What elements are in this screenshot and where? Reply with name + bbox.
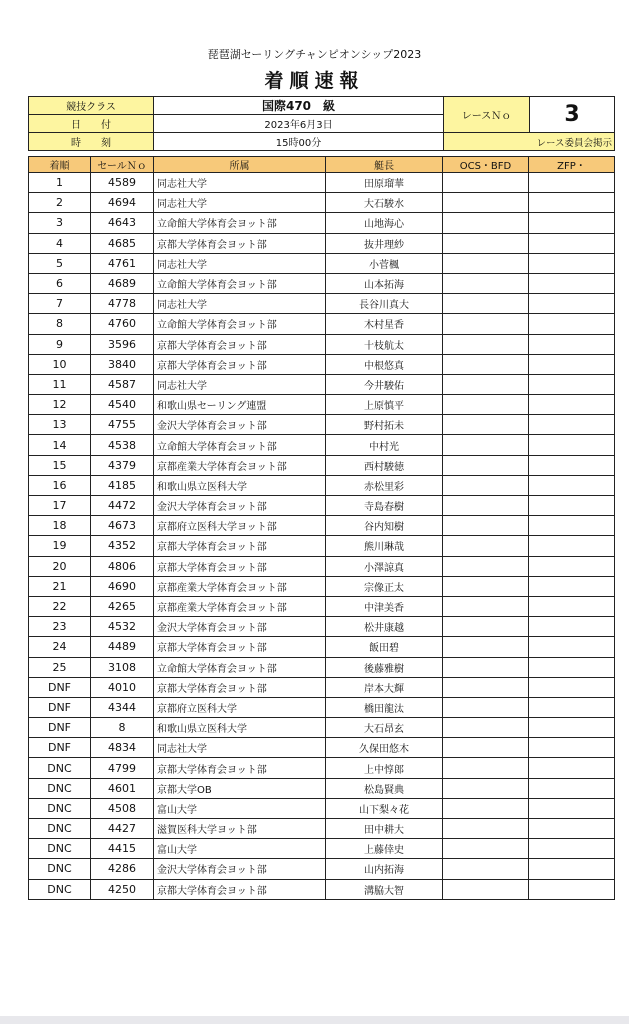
bottom-bar (0, 1016, 629, 1024)
results-table (28, 156, 615, 900)
rank-cell: 2 (29, 193, 91, 213)
rank-cell: 6 (29, 273, 91, 293)
skipper-cell: 中津美香 (326, 596, 443, 616)
rank-cell: 12 (29, 395, 91, 415)
skipper-cell: 赤松里彩 (326, 475, 443, 495)
table-row (29, 273, 615, 293)
skipper-cell: 中根悠真 (326, 354, 443, 374)
ocs-bfd-cell (443, 334, 529, 354)
sail-no-cell: 4643 (91, 213, 154, 233)
team-cell: 京都大学体育会ヨット部 (154, 354, 326, 374)
sail-no-cell: 4286 (91, 859, 154, 879)
sail-no-cell: 4760 (91, 314, 154, 334)
sail-no-cell: 4415 (91, 839, 154, 859)
team-cell: 京都大学体育会ヨット部 (154, 334, 326, 354)
zfp-cell (529, 395, 615, 415)
zfp-cell (529, 314, 615, 334)
ocs-bfd-cell (443, 637, 529, 657)
sail-no-cell: 4778 (91, 294, 154, 314)
table-row (29, 637, 615, 657)
ocs-bfd-cell (443, 576, 529, 596)
table-row (29, 475, 615, 495)
ocs-bfd-cell (443, 536, 529, 556)
zfp-cell (529, 738, 615, 758)
rank-cell: 11 (29, 374, 91, 394)
sail-no-cell: 3108 (91, 657, 154, 677)
sail-no-cell: 4589 (91, 173, 154, 193)
rank-cell: 20 (29, 556, 91, 576)
skipper-cell: 谷内知樹 (326, 516, 443, 536)
class-label: 競技クラス (29, 97, 154, 115)
race-info-table (28, 96, 615, 151)
table-row (29, 859, 615, 879)
zfp-cell (529, 213, 615, 233)
zfp-cell (529, 576, 615, 596)
skipper-cell: 宗像正太 (326, 576, 443, 596)
sail-no-cell: 4538 (91, 435, 154, 455)
zfp-cell (529, 596, 615, 616)
ocs-bfd-cell (443, 718, 529, 738)
skipper-cell: 小澤諒真 (326, 556, 443, 576)
rank-cell: 17 (29, 496, 91, 516)
page-title: 着順速報 (264, 70, 365, 92)
team-cell: 同志社大学 (154, 173, 326, 193)
sail-no-cell: 4344 (91, 697, 154, 717)
zfp-cell (529, 778, 615, 798)
ocs-bfd-cell (443, 435, 529, 455)
race-number: 3 (530, 97, 615, 133)
zfp-cell (529, 536, 615, 556)
header-ocs-bfd: OCS・BFD (443, 157, 529, 173)
sail-no-cell: 3596 (91, 334, 154, 354)
team-cell: 和歌山県立医科大学 (154, 718, 326, 738)
sail-no-cell: 4689 (91, 273, 154, 293)
sail-no-cell: 4690 (91, 576, 154, 596)
zfp-cell (529, 233, 615, 253)
zfp-cell (529, 819, 615, 839)
skipper-cell: 山本拓海 (326, 273, 443, 293)
zfp-cell (529, 253, 615, 273)
zfp-cell (529, 657, 615, 677)
zfp-cell (529, 637, 615, 657)
rank-cell: DNF (29, 697, 91, 717)
skipper-cell: 寺島春樹 (326, 496, 443, 516)
skipper-cell: 十枝航太 (326, 334, 443, 354)
skipper-cell: 久保田悠木 (326, 738, 443, 758)
sail-no-cell: 4806 (91, 556, 154, 576)
sail-no-cell: 4489 (91, 637, 154, 657)
team-cell: 京都産業大学体育会ヨット部 (154, 455, 326, 475)
table-row (29, 536, 615, 556)
header-team: 所属 (154, 157, 326, 173)
sail-no-cell: 8 (91, 718, 154, 738)
table-row (29, 839, 615, 859)
team-cell: 立命館大学体育会ヨット部 (154, 273, 326, 293)
skipper-cell: 上藤倖史 (326, 839, 443, 859)
ocs-bfd-cell (443, 273, 529, 293)
team-cell: 京都大学体育会ヨット部 (154, 536, 326, 556)
rank-cell: 13 (29, 415, 91, 435)
ocs-bfd-cell (443, 798, 529, 818)
sail-no-cell: 4601 (91, 778, 154, 798)
team-cell: 和歌山県セーリング連盟 (154, 395, 326, 415)
zfp-cell (529, 718, 615, 738)
ocs-bfd-cell (443, 213, 529, 233)
zfp-cell (529, 556, 615, 576)
table-row (29, 496, 615, 516)
table-row (29, 233, 615, 253)
rank-cell: 1 (29, 173, 91, 193)
table-row (29, 435, 615, 455)
skipper-cell: 田原瑠華 (326, 173, 443, 193)
sail-no-cell: 4427 (91, 819, 154, 839)
event-subtitle: 琵琶湖セーリングチャンピオンシップ2023 (207, 48, 422, 61)
skipper-cell: 西村駿徳 (326, 455, 443, 475)
class-value: 国際470 級 (154, 97, 444, 115)
team-cell: 京都府立医科大学ヨット部 (154, 516, 326, 536)
race-number-label: レースＮｏ (444, 97, 530, 133)
ocs-bfd-cell (443, 354, 529, 374)
table-row (29, 798, 615, 818)
table-row (29, 354, 615, 374)
team-cell: 金沢大学体育会ヨット部 (154, 617, 326, 637)
rank-cell: 15 (29, 455, 91, 475)
rank-cell: 9 (29, 334, 91, 354)
skipper-cell: 後藤雅樹 (326, 657, 443, 677)
ocs-bfd-cell (443, 415, 529, 435)
rank-cell: DNC (29, 819, 91, 839)
table-row (29, 819, 615, 839)
sail-no-cell: 4250 (91, 879, 154, 899)
skipper-cell: 今井駿佑 (326, 374, 443, 394)
team-cell: 富山大学 (154, 839, 326, 859)
table-row (29, 677, 615, 697)
zfp-cell (529, 798, 615, 818)
ocs-bfd-cell (443, 819, 529, 839)
team-cell: 立命館大学体育会ヨット部 (154, 657, 326, 677)
zfp-cell (529, 516, 615, 536)
ocs-bfd-cell (443, 617, 529, 637)
skipper-cell: 飯田碧 (326, 637, 443, 657)
sail-no-cell: 3840 (91, 354, 154, 374)
date-label: 日 付 (29, 115, 154, 133)
zfp-cell (529, 617, 615, 637)
team-cell: 京都大学体育会ヨット部 (154, 233, 326, 253)
sail-no-cell: 4685 (91, 233, 154, 253)
zfp-cell (529, 758, 615, 778)
rank-cell: DNC (29, 839, 91, 859)
ocs-bfd-cell (443, 233, 529, 253)
table-row (29, 697, 615, 717)
table-row (29, 556, 615, 576)
sail-no-cell: 4694 (91, 193, 154, 213)
table-row (29, 213, 615, 233)
sail-no-cell: 4379 (91, 455, 154, 475)
ocs-bfd-cell (443, 697, 529, 717)
zfp-cell (529, 475, 615, 495)
ocs-bfd-cell (443, 516, 529, 536)
team-cell: 京都大学体育会ヨット部 (154, 637, 326, 657)
team-cell: 同志社大学 (154, 253, 326, 273)
zfp-cell (529, 496, 615, 516)
table-row (29, 455, 615, 475)
table-row (29, 576, 615, 596)
ocs-bfd-cell (443, 596, 529, 616)
committee-notice: レース委員会掲示 (444, 133, 615, 151)
rank-cell: 16 (29, 475, 91, 495)
sail-no-cell: 4508 (91, 798, 154, 818)
team-cell: 京都大学OB (154, 778, 326, 798)
zfp-cell (529, 374, 615, 394)
rank-cell: 10 (29, 354, 91, 374)
team-cell: 京都大学体育会ヨット部 (154, 556, 326, 576)
sail-no-cell: 4540 (91, 395, 154, 415)
zfp-cell (529, 435, 615, 455)
zfp-cell (529, 193, 615, 213)
rank-cell: 25 (29, 657, 91, 677)
skipper-cell: 溝脇大智 (326, 879, 443, 899)
table-header (29, 157, 615, 173)
skipper-cell: 抜井理紗 (326, 233, 443, 253)
ocs-bfd-cell (443, 294, 529, 314)
header-skipper: 艇長 (326, 157, 443, 173)
ocs-bfd-cell (443, 657, 529, 677)
ocs-bfd-cell (443, 173, 529, 193)
ocs-bfd-cell (443, 738, 529, 758)
rank-cell: 19 (29, 536, 91, 556)
skipper-cell: 中村光 (326, 435, 443, 455)
table-row (29, 516, 615, 536)
ocs-bfd-cell (443, 193, 529, 213)
ocs-bfd-cell (443, 758, 529, 778)
team-cell: 京都産業大学体育会ヨット部 (154, 596, 326, 616)
table-row (29, 314, 615, 334)
team-cell: 滋賀医科大学ヨット部 (154, 819, 326, 839)
sail-no-cell: 4587 (91, 374, 154, 394)
team-cell: 和歌山県立医科大学 (154, 475, 326, 495)
table-row (29, 395, 615, 415)
rank-cell: 7 (29, 294, 91, 314)
header-rank: 着順 (29, 157, 91, 173)
skipper-cell: 木村星香 (326, 314, 443, 334)
rank-cell: DNF (29, 738, 91, 758)
team-cell: 京都府立医科大学 (154, 697, 326, 717)
ocs-bfd-cell (443, 879, 529, 899)
rank-cell: DNF (29, 677, 91, 697)
team-cell: 金沢大学体育会ヨット部 (154, 496, 326, 516)
zfp-cell (529, 294, 615, 314)
table-row (29, 617, 615, 637)
team-cell: 京都大学体育会ヨット部 (154, 879, 326, 899)
time-value: 15時00分 (154, 133, 444, 151)
rank-cell: DNC (29, 859, 91, 879)
date-value: 2023年6月3日 (154, 115, 444, 133)
rank-cell: 18 (29, 516, 91, 536)
sail-no-cell: 4761 (91, 253, 154, 273)
table-row (29, 657, 615, 677)
skipper-cell: 大石昂玄 (326, 718, 443, 738)
skipper-cell: 熊川琳哉 (326, 536, 443, 556)
skipper-cell: 上中惇郎 (326, 758, 443, 778)
team-cell: 同志社大学 (154, 738, 326, 758)
sail-no-cell: 4010 (91, 677, 154, 697)
zfp-cell (529, 173, 615, 193)
rank-cell: 23 (29, 617, 91, 637)
team-cell: 立命館大学体育会ヨット部 (154, 213, 326, 233)
ocs-bfd-cell (443, 395, 529, 415)
ocs-bfd-cell (443, 677, 529, 697)
skipper-cell: 大石駿水 (326, 193, 443, 213)
sail-no-cell: 4352 (91, 536, 154, 556)
skipper-cell: 山内拓海 (326, 859, 443, 879)
skipper-cell: 上原慎平 (326, 395, 443, 415)
sail-no-cell: 4755 (91, 415, 154, 435)
ocs-bfd-cell (443, 253, 529, 273)
rank-cell: 5 (29, 253, 91, 273)
rank-cell: 4 (29, 233, 91, 253)
team-cell: 同志社大学 (154, 374, 326, 394)
team-cell: 立命館大学体育会ヨット部 (154, 314, 326, 334)
table-row (29, 415, 615, 435)
ocs-bfd-cell (443, 455, 529, 475)
rank-cell: 22 (29, 596, 91, 616)
skipper-cell: 野村拓未 (326, 415, 443, 435)
table-row (29, 374, 615, 394)
ocs-bfd-cell (443, 314, 529, 334)
sail-no-cell: 4673 (91, 516, 154, 536)
table-row (29, 253, 615, 273)
zfp-cell (529, 415, 615, 435)
rank-cell: 3 (29, 213, 91, 233)
sail-no-cell: 4799 (91, 758, 154, 778)
team-cell: 京都産業大学体育会ヨット部 (154, 576, 326, 596)
rank-cell: DNC (29, 758, 91, 778)
zfp-cell (529, 879, 615, 899)
skipper-cell: 山下梨々花 (326, 798, 443, 818)
ocs-bfd-cell (443, 778, 529, 798)
skipper-cell: 田中耕大 (326, 819, 443, 839)
team-cell: 同志社大学 (154, 294, 326, 314)
team-cell: 京都大学体育会ヨット部 (154, 758, 326, 778)
time-label: 時 刻 (29, 133, 154, 151)
rank-cell: 14 (29, 435, 91, 455)
ocs-bfd-cell (443, 496, 529, 516)
table-row (29, 173, 615, 193)
table-row (29, 294, 615, 314)
ocs-bfd-cell (443, 475, 529, 495)
sail-no-cell: 4265 (91, 596, 154, 616)
team-cell: 金沢大学体育会ヨット部 (154, 415, 326, 435)
table-row (29, 879, 615, 899)
zfp-cell (529, 455, 615, 475)
table-row (29, 738, 615, 758)
team-cell: 京都大学体育会ヨット部 (154, 677, 326, 697)
zfp-cell (529, 839, 615, 859)
table-row (29, 718, 615, 738)
rank-cell: DNC (29, 778, 91, 798)
zfp-cell (529, 677, 615, 697)
team-cell: 立命館大学体育会ヨット部 (154, 435, 326, 455)
ocs-bfd-cell (443, 374, 529, 394)
ocs-bfd-cell (443, 839, 529, 859)
sail-no-cell: 4472 (91, 496, 154, 516)
skipper-cell: 松島賢典 (326, 778, 443, 798)
header-zfp: ZFP・ (529, 157, 615, 173)
zfp-cell (529, 334, 615, 354)
table-row (29, 334, 615, 354)
zfp-cell (529, 697, 615, 717)
skipper-cell: 松井康越 (326, 617, 443, 637)
table-row (29, 193, 615, 213)
skipper-cell: 長谷川真大 (326, 294, 443, 314)
sail-no-cell: 4185 (91, 475, 154, 495)
table-row (29, 596, 615, 616)
sail-no-cell: 4834 (91, 738, 154, 758)
rank-cell: DNC (29, 879, 91, 899)
table-row (29, 778, 615, 798)
rank-cell: 8 (29, 314, 91, 334)
skipper-cell: 岸本大輝 (326, 677, 443, 697)
rank-cell: DNC (29, 798, 91, 818)
rank-cell: DNF (29, 718, 91, 738)
rank-cell: 24 (29, 637, 91, 657)
team-cell: 金沢大学体育会ヨット部 (154, 859, 326, 879)
rank-cell: 21 (29, 576, 91, 596)
team-cell: 富山大学 (154, 798, 326, 818)
skipper-cell: 橋田龍汰 (326, 697, 443, 717)
zfp-cell (529, 273, 615, 293)
skipper-cell: 山地海心 (326, 213, 443, 233)
zfp-cell (529, 859, 615, 879)
ocs-bfd-cell (443, 859, 529, 879)
ocs-bfd-cell (443, 556, 529, 576)
team-cell: 同志社大学 (154, 193, 326, 213)
zfp-cell (529, 354, 615, 374)
sail-no-cell: 4532 (91, 617, 154, 637)
header-sail-no: セールＮｏ (91, 157, 154, 173)
table-row (29, 758, 615, 778)
skipper-cell: 小菅楓 (326, 253, 443, 273)
